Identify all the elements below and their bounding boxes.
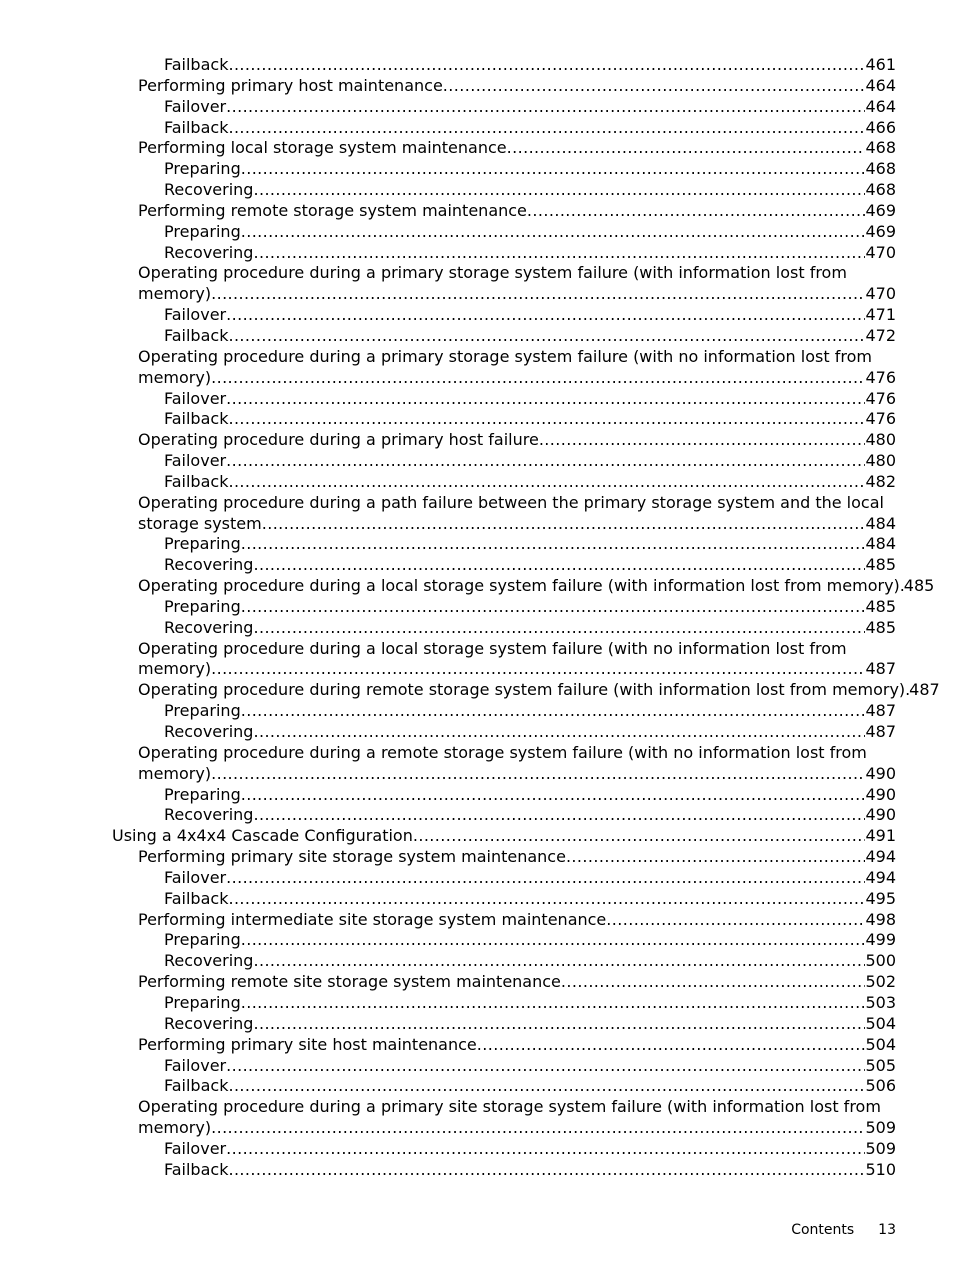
table-of-contents xyxy=(0,55,954,1181)
toc-entry-title: Preparing xyxy=(164,221,241,241)
toc-entry-page-number: 480 xyxy=(865,451,896,471)
toc-entry[interactable] xyxy=(138,201,954,222)
toc-entry-line xyxy=(164,243,896,264)
toc-entry-line xyxy=(164,1139,896,1160)
dot-leader xyxy=(228,326,865,347)
toc-entry-title: Preparing xyxy=(164,992,241,1012)
toc-entry-line xyxy=(164,889,896,910)
toc-entry-line xyxy=(164,785,896,806)
toc-entry[interactable] xyxy=(164,243,954,264)
toc-entry-title: Performing remote site storage system maintenance xyxy=(138,972,561,992)
toc-entry-line xyxy=(138,910,896,931)
toc-entry-line xyxy=(138,201,896,222)
toc-entry-line xyxy=(138,847,896,868)
dot-leader xyxy=(561,972,866,993)
dot-leader xyxy=(211,764,865,785)
dot-leader xyxy=(226,451,865,472)
dot-leader xyxy=(226,97,865,118)
toc-entry-line xyxy=(138,680,940,701)
toc-entry-title: Failover xyxy=(164,1055,227,1075)
toc-entry-line xyxy=(164,993,896,1014)
toc-entry[interactable] xyxy=(164,451,954,472)
toc-entry-page-number: 502 xyxy=(865,972,896,992)
toc-entry-title: Operating procedure during a local storage system failure (with information lost from memory) xyxy=(138,576,900,596)
toc-entry-line xyxy=(164,555,896,576)
toc-entry-page-number: 490 xyxy=(865,784,896,804)
toc-entry-page-number: 468 xyxy=(865,138,896,158)
toc-entry-page-number: 490 xyxy=(865,763,896,783)
dot-leader xyxy=(241,597,866,618)
dot-leader xyxy=(211,1118,865,1139)
toc-entry-title: Failover xyxy=(164,451,227,471)
toc-entry-line xyxy=(138,1035,896,1056)
toc-entry-page-number: 476 xyxy=(865,388,896,408)
dot-leader xyxy=(527,201,866,222)
toc-entry-title: Recovering xyxy=(164,617,254,637)
toc-entry-line xyxy=(164,618,896,639)
dot-leader xyxy=(241,222,866,243)
toc-entry-title: Operating procedure during a primary host failure xyxy=(138,430,539,450)
toc-entry-title: Failback xyxy=(164,471,229,491)
toc-entry-title-line1: Operating procedure during a primary storage system failure (with information lost from xyxy=(138,263,847,283)
dot-leader xyxy=(606,910,865,931)
toc-entry-title: storage system xyxy=(138,513,262,533)
toc-entry-line xyxy=(164,722,896,743)
toc-entry-title: Failover xyxy=(164,305,227,325)
toc-entry-title: Recovering xyxy=(164,555,254,575)
toc-entry-page-number: 504 xyxy=(865,1034,896,1054)
toc-entry[interactable] xyxy=(164,722,954,743)
toc-entry-line xyxy=(164,1014,896,1035)
toc-entry[interactable] xyxy=(138,680,954,701)
toc-entry-line xyxy=(164,1056,896,1077)
toc-entry-line xyxy=(164,701,896,722)
toc-entry-title-line1: Operating procedure during a path failure between the primary storage system and the local xyxy=(138,492,884,512)
toc-entry[interactable] xyxy=(164,534,954,555)
toc-entry-page-number: 470 xyxy=(865,284,896,304)
toc-entry-title: Preparing xyxy=(164,701,241,721)
toc-entry-title: Performing primary site host maintenance xyxy=(138,1034,477,1054)
dot-leader xyxy=(228,55,865,76)
toc-entry[interactable] xyxy=(164,1076,954,1097)
toc-entry-page-number: 487 xyxy=(865,722,896,741)
toc-entry[interactable] xyxy=(138,430,954,451)
toc-entry[interactable] xyxy=(164,785,954,806)
dot-leader xyxy=(413,826,866,847)
toc-entry[interactable] xyxy=(164,1160,954,1181)
toc-entry-title: Failback xyxy=(164,1159,229,1179)
toc-entry-page-number: 485 xyxy=(865,555,896,575)
toc-entry-title: Preparing xyxy=(164,534,241,554)
toc-entry[interactable] xyxy=(138,347,954,389)
footer-page-number: 13 xyxy=(878,1222,896,1238)
toc-entry-line xyxy=(138,764,896,785)
toc-entry-title: Preparing xyxy=(164,930,241,950)
toc-entry-line xyxy=(164,472,896,493)
toc-entry-page-number: 487 xyxy=(909,680,940,700)
toc-entry[interactable] xyxy=(138,76,954,97)
toc-entry-page-number: 494 xyxy=(865,847,896,867)
toc-entry-title: Preparing xyxy=(164,159,241,179)
toc-entry-page-number: 498 xyxy=(865,909,896,929)
toc-entry-page-number: 503 xyxy=(865,992,896,1012)
dot-leader xyxy=(226,389,865,410)
toc-entry[interactable] xyxy=(138,847,954,868)
toc-entry[interactable] xyxy=(164,305,954,326)
toc-entry[interactable] xyxy=(164,326,954,347)
dot-leader xyxy=(262,514,866,535)
toc-entry-title: Preparing xyxy=(164,596,241,616)
toc-entry[interactable] xyxy=(164,805,954,826)
toc-entry-line xyxy=(138,972,896,993)
toc-entry-page-number: 499 xyxy=(865,930,896,950)
toc-entry[interactable] xyxy=(164,389,954,410)
toc-entry-line xyxy=(164,118,896,139)
toc-entry-page-number: 480 xyxy=(865,430,896,450)
toc-entry[interactable] xyxy=(138,972,954,993)
toc-entry-title: Failback xyxy=(164,409,229,429)
dot-leader xyxy=(507,138,866,159)
toc-entry-line xyxy=(138,430,896,451)
toc-entry-line xyxy=(164,1076,896,1097)
dot-leader xyxy=(253,951,865,972)
toc-entry-page-number: 495 xyxy=(865,888,896,908)
toc-entry[interactable] xyxy=(164,180,954,201)
dot-leader xyxy=(241,159,866,180)
toc-entry-title: memory) xyxy=(138,1118,212,1138)
toc-entry-line xyxy=(138,514,896,535)
dot-leader xyxy=(241,701,866,722)
toc-entry-page-number: 468 xyxy=(865,180,896,200)
toc-entry-title: Failover xyxy=(164,867,227,887)
toc-entry-line xyxy=(138,138,896,159)
toc-entry-page-number: 469 xyxy=(865,200,896,220)
dot-leader xyxy=(211,659,865,680)
toc-entry[interactable] xyxy=(164,618,954,639)
toc-entry-line xyxy=(112,826,896,847)
toc-entry-title: Recovering xyxy=(164,805,254,825)
toc-entry-line xyxy=(138,576,935,597)
toc-entry-title-line1: Operating procedure during a primary storage system failure (with no information lost from xyxy=(138,346,872,366)
toc-entry[interactable] xyxy=(112,826,954,847)
toc-entry-page-number: 468 xyxy=(865,159,896,179)
toc-entry-title: Recovering xyxy=(164,180,254,200)
toc-entry-title: Failback xyxy=(164,888,229,908)
dot-leader xyxy=(253,180,865,201)
dot-leader xyxy=(253,555,865,576)
toc-entry[interactable] xyxy=(138,743,954,785)
dot-leader xyxy=(228,118,865,139)
toc-entry-title-line1: Operating procedure during a local storage system failure (with no information lost from xyxy=(138,638,847,658)
footer-section-label: Contents xyxy=(791,1222,855,1238)
toc-entry-title: Performing remote storage system maintenance xyxy=(138,200,527,220)
toc-entry[interactable] xyxy=(164,597,954,618)
toc-entry-line xyxy=(164,180,896,201)
toc-entry-line xyxy=(164,326,896,347)
toc-entry-title: Operating procedure during remote storage system failure (with information lost from memory) xyxy=(138,680,906,700)
toc-entry-line xyxy=(164,930,896,951)
dot-leader xyxy=(211,368,865,389)
toc-entry-line xyxy=(164,805,896,826)
toc-entry-page-number: 464 xyxy=(865,75,896,95)
toc-entry-line xyxy=(164,597,896,618)
dot-leader xyxy=(226,868,865,889)
toc-entry-line xyxy=(164,97,896,118)
toc-entry[interactable] xyxy=(138,1035,954,1056)
toc-entry[interactable] xyxy=(138,639,954,681)
toc-entry-title: memory) xyxy=(138,659,212,679)
toc-entry[interactable] xyxy=(164,889,954,910)
toc-entry-page-number: 506 xyxy=(865,1076,896,1096)
toc-entry-page-number: 487 xyxy=(865,659,896,679)
dot-leader xyxy=(226,1056,865,1077)
dot-leader xyxy=(241,785,866,806)
toc-entry-title: Failover xyxy=(164,1138,227,1158)
dot-leader xyxy=(228,889,865,910)
toc-entry[interactable] xyxy=(138,493,954,535)
toc-entry-page-number: 470 xyxy=(865,242,896,262)
toc-entry[interactable] xyxy=(164,951,954,972)
toc-entry-page-number: 484 xyxy=(865,534,896,554)
dot-leader xyxy=(228,1160,865,1181)
toc-entry-title: memory) xyxy=(138,367,212,387)
toc-entry-page-number: 494 xyxy=(865,867,896,887)
dot-leader xyxy=(241,993,866,1014)
toc-entry-page-number: 471 xyxy=(865,305,896,325)
toc-entry-page-number: 461 xyxy=(865,55,896,74)
toc-entry-page-number: 509 xyxy=(865,1138,896,1158)
toc-entry-title: Failback xyxy=(164,55,229,74)
dot-leader xyxy=(211,284,865,305)
dot-leader xyxy=(253,805,865,826)
toc-entry-page-number: 509 xyxy=(865,1118,896,1138)
toc-entry[interactable] xyxy=(164,701,954,722)
page-footer xyxy=(791,1222,896,1238)
toc-entry-title-line1: Operating procedure during a remote storage system failure (with no information lost from xyxy=(138,742,867,762)
toc-entry-line xyxy=(138,659,896,680)
toc-entry[interactable] xyxy=(164,1014,954,1035)
toc-entry-title: Using a 4x4x4 Cascade Configuration xyxy=(112,826,413,846)
toc-entry-line xyxy=(138,1118,896,1139)
dot-leader xyxy=(253,618,865,639)
toc-entry-line xyxy=(164,55,896,76)
dot-leader xyxy=(253,722,865,743)
toc-entry[interactable] xyxy=(164,409,954,430)
toc-entry-title: Recovering xyxy=(164,722,254,741)
dot-leader xyxy=(443,76,866,97)
dot-leader xyxy=(253,1014,865,1035)
toc-entry[interactable] xyxy=(164,868,954,889)
toc-entry-line xyxy=(164,159,896,180)
toc-entry-page-number: 491 xyxy=(865,826,896,846)
toc-entry-line xyxy=(164,951,896,972)
toc-entry[interactable] xyxy=(138,1097,954,1139)
toc-entry-line xyxy=(164,222,896,243)
toc-entry[interactable] xyxy=(164,472,954,493)
toc-entry-page-number: 464 xyxy=(865,96,896,116)
toc-entry-line xyxy=(164,534,896,555)
toc-entry-page-number: 469 xyxy=(865,221,896,241)
toc-entry-title: Recovering xyxy=(164,1013,254,1033)
dot-leader xyxy=(228,1076,865,1097)
toc-entry[interactable] xyxy=(138,576,954,597)
toc-entry-page-number: 485 xyxy=(903,576,935,596)
toc-entry-title: Failover xyxy=(164,96,227,116)
toc-entry-title: Performing local storage system maintenance xyxy=(138,138,507,158)
toc-entry-title: Performing primary host maintenance xyxy=(138,75,443,95)
dot-leader xyxy=(539,430,866,451)
toc-entry[interactable] xyxy=(138,263,954,305)
toc-entry-page-number: 485 xyxy=(865,596,896,616)
toc-entry[interactable] xyxy=(164,930,954,951)
toc-entry-line xyxy=(138,368,896,389)
toc-entry[interactable] xyxy=(164,555,954,576)
toc-entry-line xyxy=(164,409,896,430)
toc-entry-line xyxy=(164,868,896,889)
toc-entry-line xyxy=(164,305,896,326)
toc-entry-title: Failback xyxy=(164,117,229,137)
toc-entry-line xyxy=(138,76,896,97)
toc-entry-line xyxy=(164,389,896,410)
toc-entry[interactable] xyxy=(164,97,954,118)
toc-entry-page-number: 504 xyxy=(865,1013,896,1033)
toc-entry[interactable] xyxy=(138,138,954,159)
toc-entry[interactable] xyxy=(164,118,954,139)
toc-entry-page-number: 466 xyxy=(865,117,896,137)
toc-entry[interactable] xyxy=(138,910,954,931)
toc-entry-page-number: 500 xyxy=(865,951,896,971)
toc-entry-title: memory) xyxy=(138,763,212,783)
toc-entry-line xyxy=(138,284,896,305)
toc-entry-title: Preparing xyxy=(164,784,241,804)
toc-entry[interactable] xyxy=(164,993,954,1014)
dot-leader xyxy=(241,930,866,951)
toc-entry-title: Failback xyxy=(164,325,229,345)
toc-entry-line xyxy=(164,451,896,472)
toc-entry-page-number: 485 xyxy=(865,617,896,637)
toc-entry-title: Performing primary site storage system maintenance xyxy=(138,847,566,867)
toc-entry[interactable] xyxy=(164,222,954,243)
toc-entry[interactable] xyxy=(164,1139,954,1160)
dot-leader xyxy=(226,305,865,326)
toc-entry-title: Recovering xyxy=(164,951,254,971)
dot-leader xyxy=(241,534,866,555)
dot-leader xyxy=(228,472,865,493)
toc-entry-page-number: 484 xyxy=(865,513,896,533)
dot-leader xyxy=(253,243,865,264)
toc-entry-line xyxy=(164,1160,896,1181)
toc-entry-title: Failover xyxy=(164,388,227,408)
toc-entry-page-number: 476 xyxy=(865,409,896,429)
dot-leader xyxy=(228,409,865,430)
toc-entry[interactable] xyxy=(164,1056,954,1077)
toc-entry-title: Failback xyxy=(164,1076,229,1096)
toc-entry[interactable] xyxy=(164,55,954,76)
dot-leader xyxy=(566,847,866,868)
toc-entry-title-line1: Operating procedure during a primary site storage system failure (with information lost from xyxy=(138,1097,881,1117)
toc-entry-page-number: 510 xyxy=(865,1159,896,1179)
dot-leader xyxy=(477,1035,866,1056)
toc-entry-page-number: 482 xyxy=(865,471,896,491)
toc-entry-title: Recovering xyxy=(164,242,254,262)
toc-entry-page-number: 487 xyxy=(865,701,896,721)
dot-leader xyxy=(226,1139,865,1160)
toc-entry-page-number: 505 xyxy=(865,1055,896,1075)
toc-entry[interactable] xyxy=(164,159,954,180)
toc-entry-page-number: 490 xyxy=(865,805,896,825)
toc-entry-page-number: 472 xyxy=(865,325,896,345)
toc-entry-title: memory) xyxy=(138,284,212,304)
toc-entry-page-number: 476 xyxy=(865,367,896,387)
toc-entry-title: Performing intermediate site storage system maintenance xyxy=(138,909,607,929)
